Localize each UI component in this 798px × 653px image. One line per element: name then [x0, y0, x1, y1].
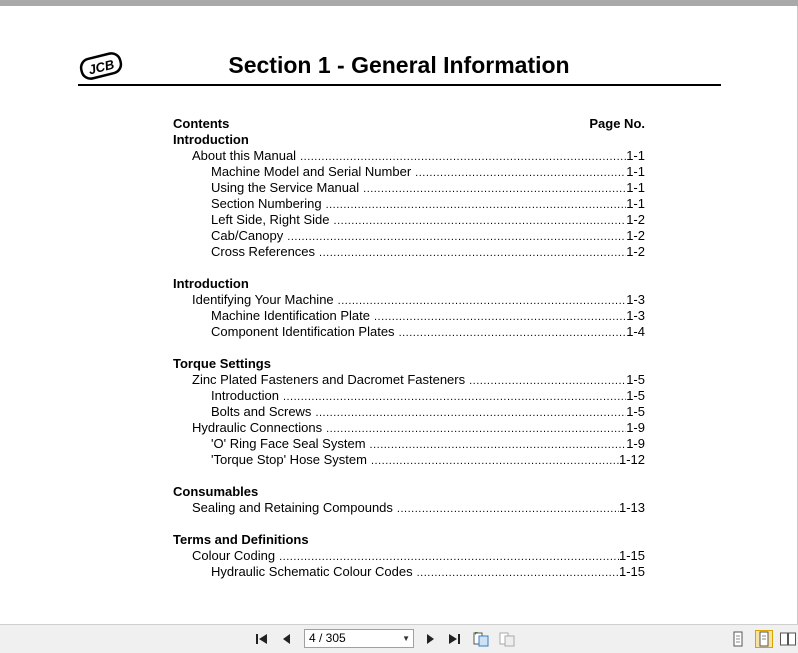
page-title: Section 1 - General Information: [228, 52, 570, 78]
section-heading: Torque Settings: [173, 356, 271, 371]
dot-leader: [399, 325, 626, 341]
dot-leader: [397, 501, 619, 517]
toc-entry-page: 1-9: [626, 420, 645, 435]
dot-leader: [287, 229, 626, 245]
previous-page-icon[interactable]: [279, 631, 295, 647]
toc-entry[interactable]: [173, 148, 645, 164]
dot-leader: [415, 165, 626, 181]
viewer-toolbar: [0, 624, 798, 653]
dot-leader: [371, 453, 619, 469]
dot-leader: [300, 149, 626, 165]
table-of-contents: [173, 116, 645, 580]
toc-entry[interactable]: [173, 436, 645, 452]
fit-width-icon[interactable]: [499, 631, 515, 647]
toc-entry-label: Using the Service Manual: [211, 180, 360, 195]
section-spacer: [173, 468, 645, 484]
toc-entry[interactable]: [173, 452, 645, 468]
toc-entry[interactable]: [173, 180, 645, 196]
toc-entry-page: 1-5: [626, 388, 645, 403]
toc-entry-page: 1-3: [626, 292, 645, 307]
toc-entry-page: 1-13: [618, 500, 645, 515]
dot-leader: [326, 421, 626, 437]
toc-entry[interactable]: [173, 420, 645, 436]
section-spacer: [173, 516, 645, 532]
toc-entry-label: About this Manual: [192, 148, 297, 163]
toc-entry-page: 1-2: [626, 244, 645, 259]
last-page-icon[interactable]: [446, 631, 462, 647]
toc-header: [173, 116, 645, 132]
toc-entry-label: Component Identification Plates: [211, 324, 395, 339]
page-indicator: 4 / 305: [309, 631, 346, 645]
dot-leader: [338, 293, 626, 309]
toc-entry-label: 'Torque Stop' Hose System: [211, 452, 367, 467]
toc-entry-label: Hydraulic Connections: [192, 420, 323, 435]
single-page-view-icon[interactable]: [730, 631, 746, 647]
toc-entry[interactable]: [173, 372, 645, 388]
section-heading: Introduction: [173, 276, 249, 291]
toc-entry[interactable]: [173, 196, 645, 212]
document-page: [0, 6, 798, 624]
page-no-heading: Page No.: [589, 116, 645, 131]
next-page-icon[interactable]: [422, 631, 438, 647]
section-spacer: [173, 340, 645, 356]
dot-leader: [469, 373, 626, 389]
toc-entry-page: 1-2: [626, 212, 645, 227]
dot-leader: [279, 549, 619, 565]
dot-leader: [326, 197, 626, 213]
toc-entry-label: Left Side, Right Side: [211, 212, 330, 227]
toc-entry-page: 1-1: [626, 164, 645, 179]
jcb-logo-text: JCB: [86, 56, 116, 78]
dot-leader: [363, 181, 626, 197]
toc-entry-page: 1-5: [626, 404, 645, 419]
toc-entry[interactable]: [173, 404, 645, 420]
toc-entry[interactable]: [173, 292, 645, 308]
toc-entry-label: Introduction: [211, 388, 279, 403]
section-heading: Consumables: [173, 484, 259, 499]
toc-entry[interactable]: [173, 308, 645, 324]
toc-entry-page: 1-15: [618, 564, 645, 579]
dot-leader: [334, 213, 626, 229]
section-heading: Terms and Definitions: [173, 532, 309, 547]
dot-leader: [283, 389, 626, 405]
fit-page-icon[interactable]: [473, 631, 489, 647]
page-number-select[interactable]: [304, 629, 414, 648]
first-page-icon[interactable]: [254, 631, 270, 647]
toc-entry-page: 1-4: [626, 324, 645, 339]
toc-entry-label: Machine Identification Plate: [211, 308, 370, 323]
toc-entry-label: Machine Model and Serial Number: [211, 164, 412, 179]
toc-entry-label: Identifying Your Machine: [192, 292, 334, 307]
toc-entry-label: Zinc Plated Fasteners and Dacromet Fasteners: [192, 372, 466, 387]
toc-entry-page: 1-5: [626, 372, 645, 387]
toc-entry-label: Sealing and Retaining Compounds: [192, 500, 393, 515]
dot-leader: [319, 245, 626, 261]
section-heading: Introduction: [173, 132, 249, 147]
toc-entry[interactable]: [173, 228, 645, 244]
toc-entry[interactable]: [173, 564, 645, 580]
toc-entry-page: 1-1: [626, 148, 645, 163]
toc-entry[interactable]: [173, 548, 645, 564]
dot-leader: [417, 565, 619, 581]
dot-leader: [374, 309, 626, 325]
toc-entry-page: 1-15: [618, 548, 645, 563]
section-spacer: [173, 260, 645, 276]
toc-entry-page: 1-9: [626, 436, 645, 451]
toc-entry-page: 1-1: [626, 196, 645, 211]
facing-pages-view-icon[interactable]: [780, 631, 796, 647]
toc-entry-page: 1-2: [626, 228, 645, 243]
toc-entry-label: Cross References: [211, 244, 316, 259]
dot-leader: [370, 437, 626, 453]
toc-entry-page: 1-3: [626, 308, 645, 323]
toc-entry[interactable]: [173, 212, 645, 228]
toc-entry[interactable]: [173, 164, 645, 180]
toc-entry-label: Cab/Canopy: [211, 228, 284, 243]
title-underline: [78, 84, 721, 86]
chevron-down-icon[interactable]: ▼: [402, 634, 410, 643]
toc-entry-page: 1-1: [626, 180, 645, 195]
toc-entry-label: Hydraulic Schematic Colour Codes: [211, 564, 413, 579]
toc-entry-label: Section Numbering: [211, 196, 322, 211]
toc-entry[interactable]: [173, 388, 645, 404]
toc-entry[interactable]: [173, 324, 645, 340]
toc-entry-label: 'O' Ring Face Seal System: [211, 436, 366, 451]
continuous-view-icon[interactable]: [755, 630, 773, 648]
dot-leader: [315, 405, 626, 421]
toc-entry-page: 1-12: [618, 452, 645, 467]
toc-entry-label: Colour Coding: [192, 548, 276, 563]
toc-entry[interactable]: [173, 244, 645, 260]
toc-entry[interactable]: [173, 500, 645, 516]
toc-entry-label: Bolts and Screws: [211, 404, 312, 419]
contents-heading: Contents: [173, 116, 230, 131]
